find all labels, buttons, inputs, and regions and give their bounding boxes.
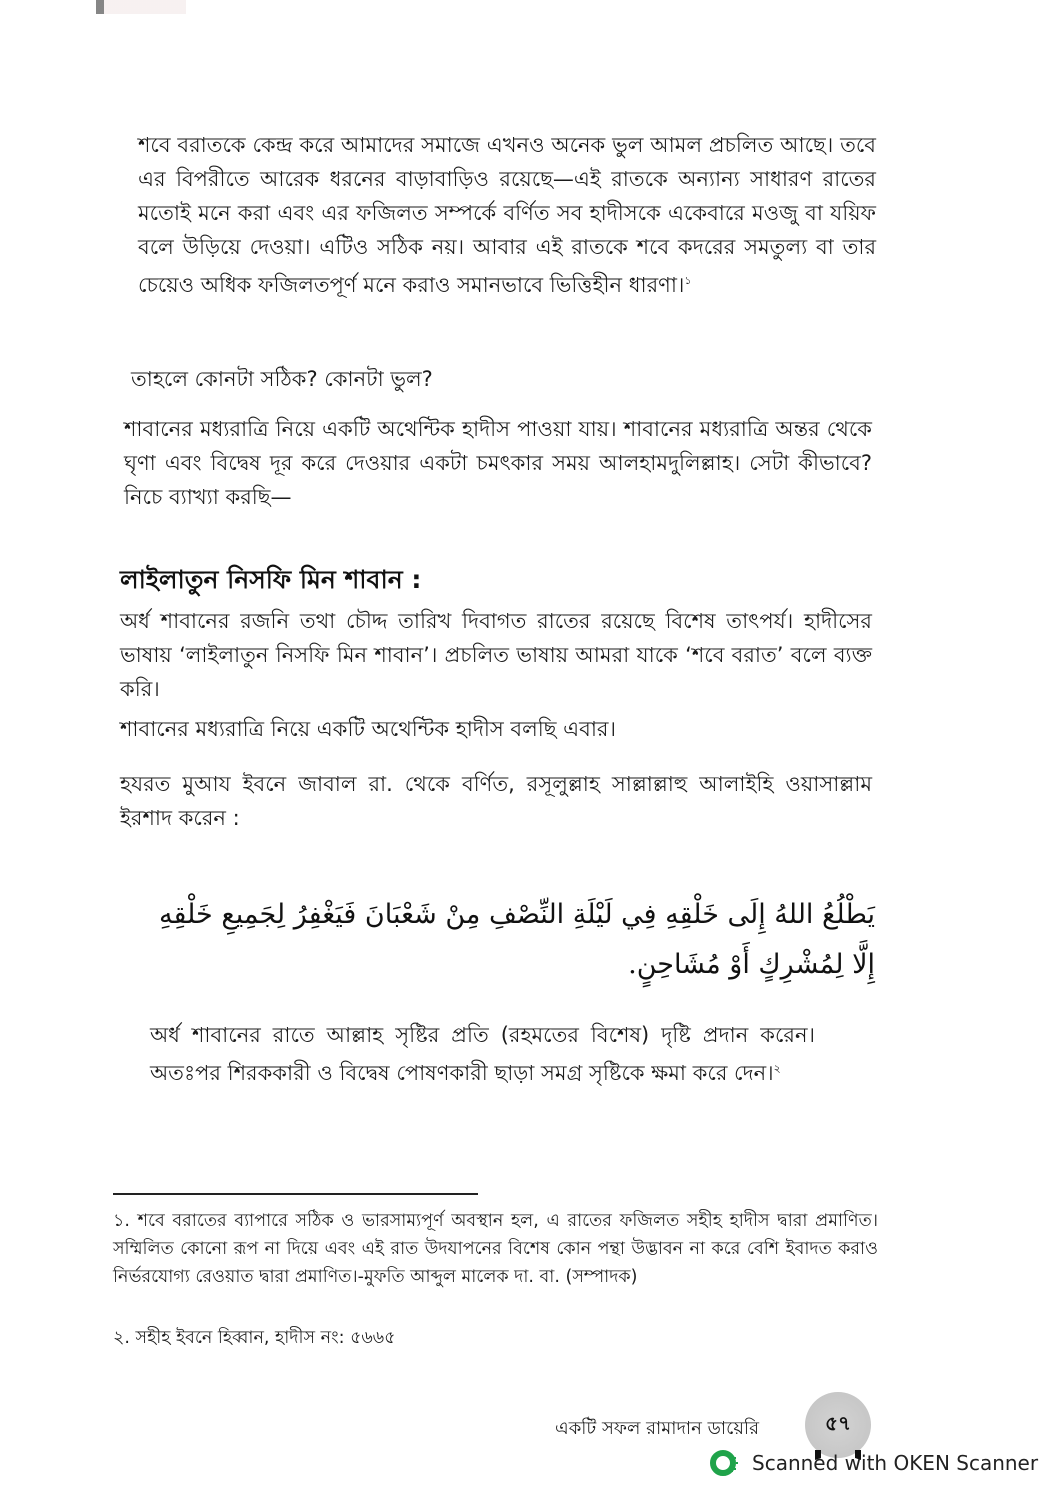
scanner-watermark-text: Scanned with OKEN Scanner: [752, 1451, 1039, 1475]
paragraph-authentic-hadith: শাবানের মধ্যরাত্রি নিয়ে একটি অথেন্টিক হাদীস পাওয়া যায়। শাবানের মধ্যরাত্রি অন্তর থেকে ঘৃণা এবং বিদ্বেষ দূর করে দেওয়ার একটা চমৎকার সময় আলহামদুলিল্লাহ। সেটা কীভাবে? নিচে ব্যাখ্যা করছি—: [124, 417, 872, 509]
footnote-ref-2[interactable]: ২: [773, 1062, 781, 1075]
page-number: ৫৭: [825, 1410, 851, 1435]
paragraph-intro: শবে বরাতকে কেন্দ্র করে আমাদের সমাজে এখনও অনেক ভুল আমল প্রচলিত আছে। তবে এর বিপরীতে আরেক ধরনের বাড়াবাড়িও রয়েছে—এই রাতকে অন্যান্য সাধারণ রাতের মতোই মনে করা এবং এর ফজিলত সম্পর্কে বর্ণিত সব হাদীসকে একেবারে মওজু বা যয়িফ বলে উড়িয়ে দেওয়া। এটিও সঠিক নয়। আবার এই রাতকে শবে কদরের সমতুল্য বা তার চেয়েও অধিক ফজিলতপূর্ণ মনে করাও সমানভাবে ভিত্তিহীন ধারণা।$^১$: [138, 133, 876, 297]
footnote-2: ২. সহীহ ইবনে হিব্বান, হাদীস নং: ৫৬৬৫: [113, 1328, 396, 1348]
paragraph-significance: অর্ধ শাবানের রজনি তথা চৌদ্দ তারিখ দিবাগত রাতের রয়েছে বিশেষ তাৎপর্য। হাদীসের ভাষায় ‘লাইলাতুন নিসফি মিন শাবান’। প্রচলিত ভাষায় আমরা যাকে ‘শবে বরাত’ বলে ব্যক্ত করি।: [120, 609, 872, 701]
oken-scanner-logo-icon: [710, 1448, 740, 1478]
arabic-hadith-text: يَطْلُعُ اللهُ إِلَى خَلْقِهِ فِي لَيْلَةِ النِّصْفِ مِنْ شَعْبَانَ فَيَغْفِرُ لِجَمِيعِ خَلْقِهِ إِلَّا لِمُشْرِكٍ أَوْ مُشَاحِنٍ.: [158, 899, 875, 980]
paragraph-question: তাহলে কোনটা সঠিক? কোনটা ভুল?: [131, 367, 433, 391]
paragraph-narration: হযরত মুআয ইবনে জাবাল রা. থেকে বর্ণিত, রসূলুল্লাহ সাল্লাল্লাহু আলাইহি ওয়াসাল্লাম ইরশাদ করেন :: [120, 772, 872, 830]
running-footer-book-title: একটি সফল রামাদান ডায়েরি: [555, 1418, 759, 1439]
scanner-watermark: [710, 1448, 1038, 1478]
paragraph-hadith-intro: শাবানের মধ্যরাত্রি নিয়ে একটি অথেন্টিক হাদীস বলছি এবার।: [120, 717, 616, 741]
scan-edge-mark: [96, 0, 186, 14]
footnote-ref-1[interactable]: ১: [684, 274, 692, 287]
section-heading: লাইলাতুন নিসফি মিন শাবান :: [120, 565, 422, 594]
footnote-divider: [113, 1193, 478, 1195]
footnote-1: ১. শবে বরাতের ব্যাপারে সঠিক ও ভারসাম্যপূর্ণ অবস্থান হল, এ রাতের ফজিলত সহীহ হাদীস দ্বারা প্রমাণিত। সম্মিলিত কোনো রূপ না দিয়ে এবং এই রাত উদযাপনের বিশেষ কোন পন্থা উদ্ভাবন না করে বেশি ইবাদত করাও নির্ভরযোগ্য রেওয়াত দ্বারা প্রমাণিত।-মুফতি আব্দুল মালেক দা. বা. (সম্পাদক): [113, 1211, 878, 1287]
paragraph-translation: অর্ধ শাবানের রাতে আল্লাহ সৃষ্টির প্রতি (রহমতের বিশেষ) দৃষ্টি প্রদান করেন। অতঃপর শিরককারী ও বিদ্বেষ পোষণকারী ছাড়া সমগ্র সৃষ্টিকে ক্ষমা করে দেন।$^২$: [150, 1023, 815, 1085]
